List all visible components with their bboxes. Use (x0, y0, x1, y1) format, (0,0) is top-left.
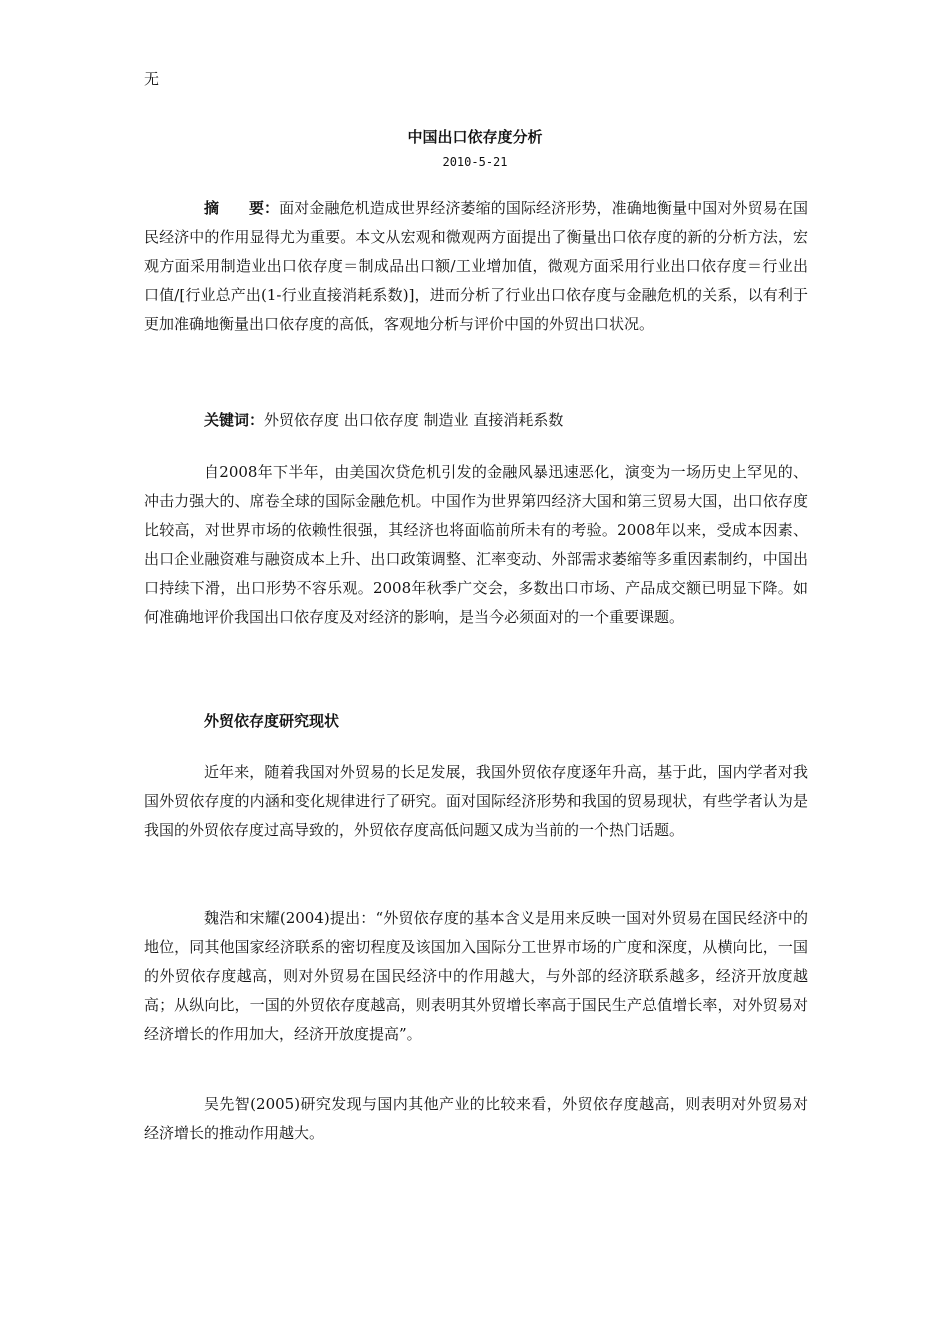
document-title: 中国出口依存度分析 (407, 128, 543, 146)
section-paragraph: 近年来，随着我国对外贸易的长足发展，我国外贸依存度逐年升高，基于此，国内学者对我国外贸依存度的内涵和变化规律进行了研究。面对国际经济形势和我国的贸易现状，有些学者认为是我国的外贸依存度过高导致的，外贸依存度高低问题又成为当前的一个热门话题。 (144, 763, 808, 839)
document-date: 2010-5-21 (442, 155, 508, 169)
abstract-text: 面对金融危机造成世界经济萎缩的国际经济形势，准确地衡量中国对外贸易在国民经济中的作用显得尤为重要。本文从宏观和微观两方面提出了衡量出口依存度的新的分析方法，宏观方面采用制造业出口依存度＝制成品出口额/工业增加值，微观方面采用行业出口依存度＝行业出口值/[行业总产出(1-行业直接消耗系数)]，进而分析了行业出口依存度与金融危机的关系，以有利于更加准确地衡量出口依存度的高低，客观地分析与评价中国的外贸出口状况。 (144, 199, 808, 333)
section-paragraph: 吴先智(2005)研究发现与国内其他产业的比较来看，外贸依存度越高，则表明对外贸易对经济增长的推动作用越大。 (144, 1095, 808, 1142)
abstract-paragraph (144, 194, 808, 339)
section-paragraph: 魏浩和宋耀(2004)提出：“外贸依存度的基本含义是用来反映一国对外贸易在国民经济中的地位，同其他国家经济联系的密切程度及该国加入国际分工世界市场的广度和深度，从横向比，一国的外贸依存度越高，则对外贸易在国民经济中的作用越大，与外部的经济联系越多，经济开放度越高；从纵向比，一国的外贸依存度越高，则表明其外贸增长率高于国民生产总值增长率，对外贸易对经济增长的作用加大，经济开放度提高”。 (144, 909, 808, 1043)
keywords-label: 关键词： (204, 411, 265, 429)
keywords-text: 外贸依存度 出口依存度 制造业 直接消耗系数 (264, 411, 564, 429)
section-heading: 外贸依存度研究现状 (204, 712, 340, 730)
keywords-paragraph (144, 406, 808, 435)
abstract-label: 摘 要： (204, 199, 280, 217)
header-mark: 无 (144, 70, 160, 88)
intro-paragraph: 自2008年下半年，由美国次贷危机引发的金融风暴迅速恶化，演变为一场历史上罕见的、冲击力强大的、席卷全球的国际金融危机。中国作为世界第四经济大国和第三贸易大国，出口依存度比较高，对世界市场的依赖性很强，其经济也将面临前所未有的考验。2008年以来，受成本因素、出口企业融资难与融资成本上升、出口政策调整、汇率变动、外部需求萎缩等多重因素制约，中国出口持续下滑，出口形势不容乐观。2008年秋季广交会，多数出口市场、产品成交额已明显下降。如何准确地评价我国出口依存度及对经济的影响，是当今必须面对的一个重要课题。 (144, 463, 808, 626)
